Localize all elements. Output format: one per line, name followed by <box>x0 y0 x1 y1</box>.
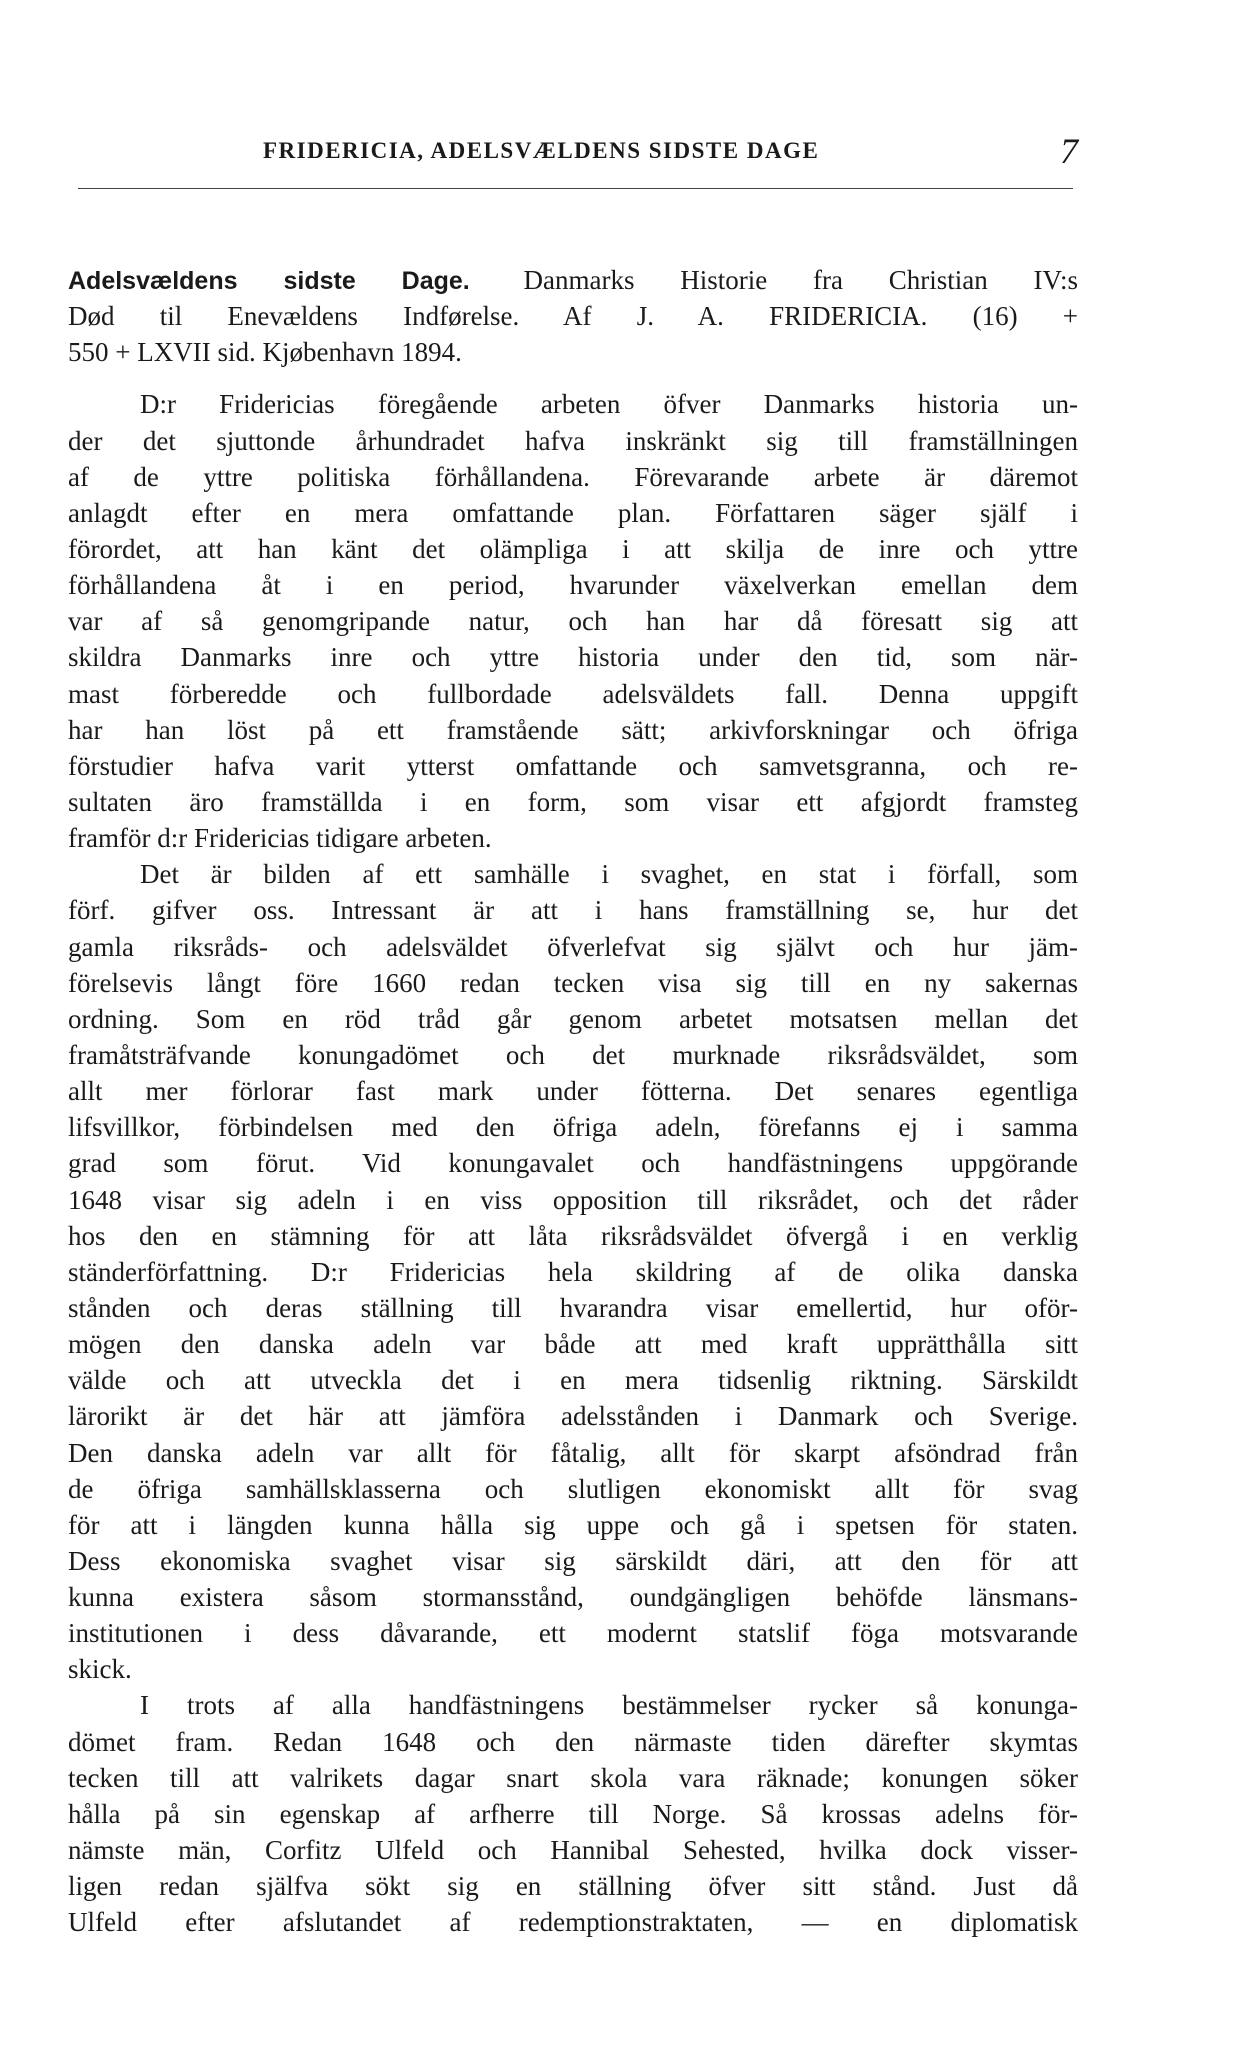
text-line: grad som förut. Vid konungavalet och handfästningens uppgörande <box>68 1148 1078 1179</box>
review-citation <box>68 262 1078 370</box>
citation-line: Død til Enevældens Indførelse. Af J. A. FRIDERICIA. (16) + <box>68 301 1078 332</box>
text-line: der det sjuttonde århundradet hafva inskränkt sig till framställningen <box>68 425 1078 456</box>
review-title: Adelsvældens sidste Dage. <box>68 267 470 295</box>
text-line: förhållandena åt i en period, hvarunder växelverkan emellan dem <box>68 570 1078 601</box>
text-line: Ulfeld efter afslutandet af redemptionstraktaten, — en diplomatisk <box>68 1907 1078 1938</box>
text-line: mast förberedde och fullbordade adelsväldets fall. Denna uppgift <box>68 678 1078 709</box>
text-line: anlagdt efter en mera omfattande plan. Författaren säger själf i <box>68 497 1078 528</box>
review-body <box>68 386 1078 1940</box>
text-line: I trots af alla handfästningens bestämmelser rycker så konunga- <box>140 1690 1078 1721</box>
text-line: de öfriga samhällsklasserna och slutligen ekonomiskt allt för svag <box>68 1473 1078 1504</box>
text-line: har han löst på ett framstående sätt; arkivforskningar och öfriga <box>68 714 1078 745</box>
text-line: förf. gifver oss. Intressant är att i hans framställning se, hur det <box>68 895 1078 926</box>
text-line: var af så genomgripande natur, och han har då föresatt sig att <box>68 606 1078 637</box>
citation-text: Danmarks Historie fra Christian IV:s <box>523 265 1078 295</box>
text-line: hos den en stämning för att låta riksrådsväldet öfvergå i en verklig <box>68 1220 1078 1251</box>
text-line: dömet fram. Redan 1648 och den närmaste tiden därefter skymtas <box>68 1726 1078 1757</box>
text-line: ständerförfattning. D:r Fridericias hela skildring af de olika danska <box>68 1256 1078 1287</box>
page-number: 7 <box>1060 131 1078 171</box>
citation-line: 550 + LXVII sid. Kjøbenhavn 1894. <box>68 337 462 368</box>
header-rule <box>78 188 1073 189</box>
spacer <box>68 370 1078 386</box>
text-line: lifsvillkor, förbindelsen med den öfriga adeln, förefanns ej i samma <box>68 1112 1078 1143</box>
text-line: Dess ekonomiska svaghet visar sig särskildt däri, att den för att <box>68 1545 1078 1576</box>
text-line: välde och att utveckla det i en mera tidsenlig riktning. Särskildt <box>68 1365 1078 1396</box>
text-line: förstudier hafva varit ytterst omfattande och samvetsgranna, och re- <box>68 750 1078 781</box>
text-line: ligen redan själfva sökt sig en ställning öfver sitt stånd. Just då <box>68 1871 1078 1902</box>
text-line: institutionen i dess dåvarande, ett modernt statslif föga motsvarande <box>68 1618 1078 1649</box>
text-line: kunna existera såsom stormansstånd, oundgängligen behöfde länsmans- <box>68 1582 1078 1613</box>
text-line: framåtsträfvande konungadömet och det murknade riksrådsväldet, som <box>68 1039 1078 1070</box>
text-line: ordning. Som en röd tråd går genom arbetet motsatsen mellan det <box>68 1003 1078 1034</box>
text-line: skildra Danmarks inre och yttre historia under den tid, som när- <box>68 642 1078 673</box>
text-line: af de yttre politiska förhållandena. Förevarande arbete är däremot <box>68 461 1078 492</box>
text-line: nämste män, Corfitz Ulfeld och Hannibal Sehested, hvilka dock visser- <box>68 1835 1078 1866</box>
text-line: Den danska adeln var allt för fåtalig, allt för skarpt afsöndrad från <box>68 1437 1078 1468</box>
text-line: lärorikt är det här att jämföra adelsstånden i Danmark och Sverige. <box>68 1401 1078 1432</box>
text-line: Det är bilden af ett samhälle i svaghet, en stat i förfall, som <box>140 859 1078 890</box>
text-line: D:r Fridericias föregående arbeten öfver Danmarks historia un- <box>140 389 1078 420</box>
text-line: gamla riksråds- och adelsväldet öfverlefvat sig självt och hur jäm- <box>68 931 1078 962</box>
text-line: sultaten äro framställda i en form, som visar ett afgjordt framsteg <box>68 786 1078 817</box>
text-line: framför d:r Fridericias tidigare arbeten. <box>68 823 492 854</box>
running-head: FRIDERICIA, ADELSVÆLDENS SIDSTE DAGE <box>263 138 820 163</box>
text-line: mögen den danska adeln var både att med kraft upprätthålla sitt <box>68 1329 1078 1360</box>
text-line: hålla på sin egenskap af arfherre till Norge. Så krossas adelns för- <box>68 1798 1078 1829</box>
page-header <box>78 130 1078 174</box>
text-line: skick. <box>68 1654 132 1685</box>
text-line: tecken till att valrikets dagar snart skola vara räknade; konungen söker <box>68 1762 1078 1793</box>
text-line: förelsevis långt före 1660 redan tecken visa sig till en ny sakernas <box>68 967 1078 998</box>
text-line: allt mer förlorar fast mark under fötterna. Det senares egentliga <box>68 1076 1078 1107</box>
page-body <box>68 262 1078 1940</box>
text-line: för att i längden kunna hålla sig uppe och gå i spetsen för staten. <box>68 1509 1078 1540</box>
text-line: stånden och deras ställning till hvarandra visar emellertid, hur oför- <box>68 1292 1078 1323</box>
citation-line <box>68 262 1078 298</box>
text-line: 1648 visar sig adeln i en viss opposition till riksrådet, och det råder <box>68 1184 1078 1215</box>
text-line: förordet, att han känt det olämpliga i att skilja de inre och yttre <box>68 533 1078 564</box>
